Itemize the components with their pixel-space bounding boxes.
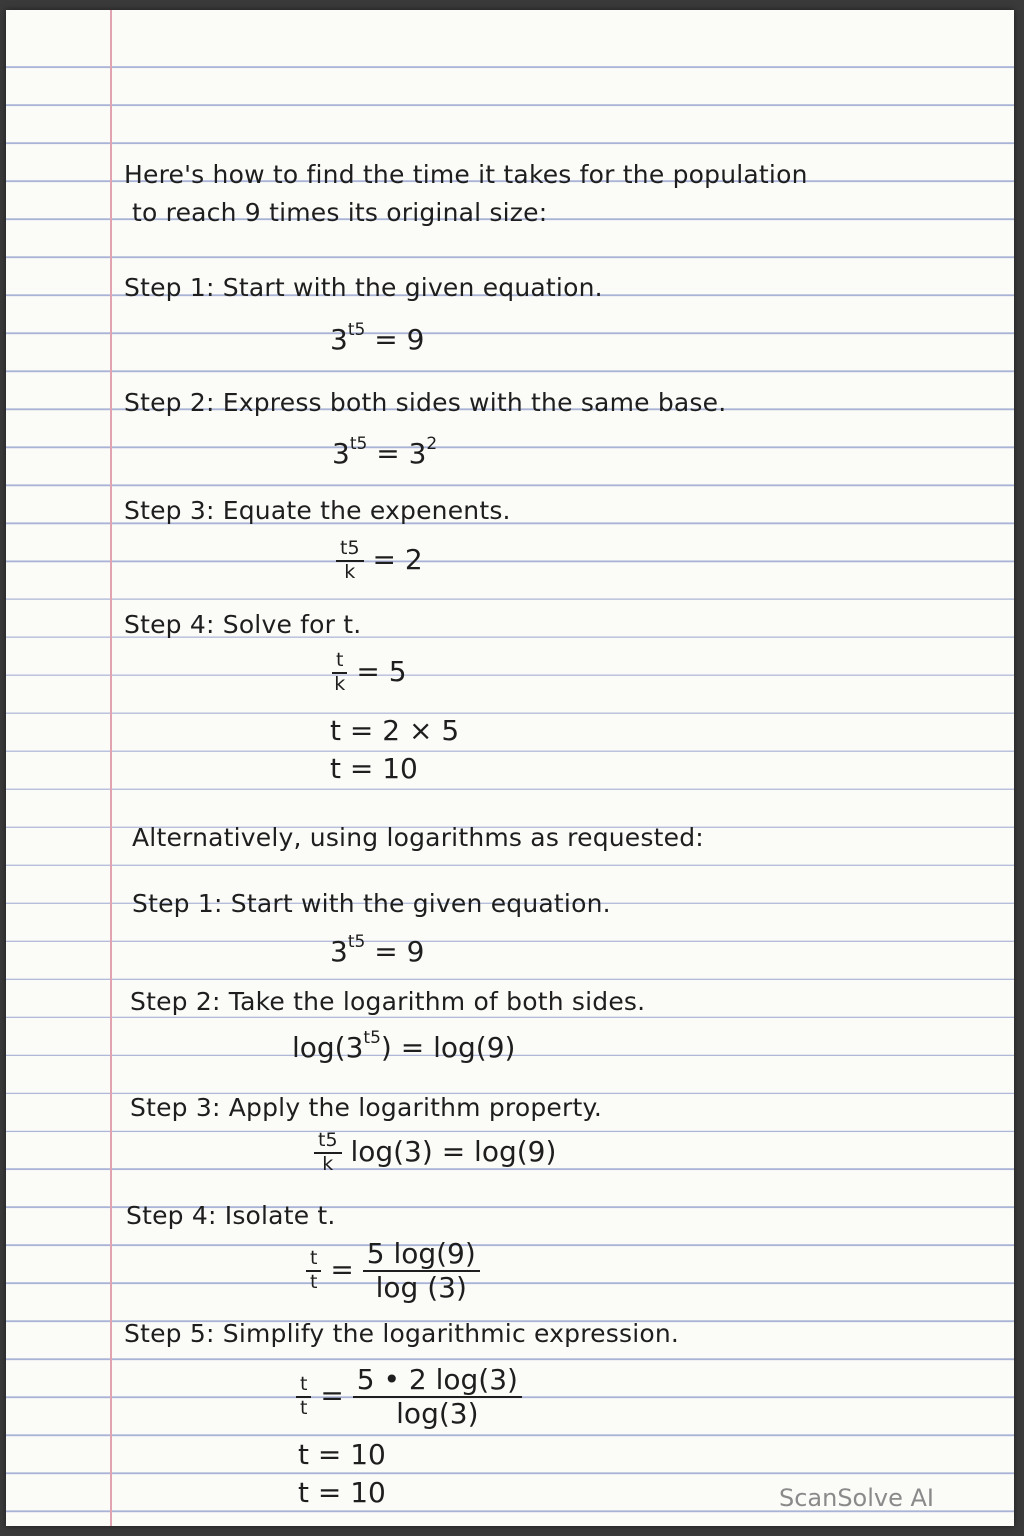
alt-step5-equation — [296, 1364, 522, 1430]
watermark-scansolve: ScanSolve AI — [778, 1484, 934, 1512]
alt-step2-equation — [292, 1028, 515, 1064]
fraction-lhs — [296, 1374, 311, 1420]
eq-lhs-pre: log(3 — [292, 1031, 364, 1064]
step4-line-3: t = 10 — [330, 752, 418, 785]
eq-sign: = — [320, 1379, 344, 1413]
eq-rhs: = log(9) — [400, 1031, 516, 1064]
fraction — [332, 650, 347, 696]
eq-exponent: t5 — [347, 320, 366, 340]
intro-line-2: to reach 9 times its original size: — [132, 198, 548, 227]
eq-rhs: = 2 — [372, 542, 423, 576]
fraction-numerator: t — [296, 1374, 311, 1398]
eq-rhs: = 9 — [374, 323, 425, 356]
fraction-rhs — [353, 1364, 522, 1430]
alt-step5-line-3: t = 10 — [298, 1476, 386, 1509]
fraction-denominator: log (3) — [375, 1271, 467, 1305]
step3-equation — [336, 538, 423, 584]
alt-step3-label: Step 3: Apply the logarithm property. — [130, 1093, 603, 1122]
fraction-numerator: t — [332, 650, 347, 674]
eq-lhs-post: ) — [380, 1031, 392, 1064]
alt-step3-equation — [314, 1130, 556, 1176]
fraction — [314, 1130, 342, 1176]
fraction-denominator: k — [322, 1152, 334, 1175]
alt-heading: Alternatively, using logarithms as requested: — [132, 823, 704, 852]
eq-rhs: = 9 — [374, 935, 425, 968]
fraction-numerator: t — [306, 1248, 321, 1272]
fraction-rhs — [363, 1238, 480, 1304]
fraction-numerator: t5 — [314, 1130, 342, 1154]
fraction-denominator: k — [334, 672, 346, 695]
eq-exponent: t5 — [363, 1028, 381, 1048]
alt-step2-label: Step 2: Take the logarithm of both sides. — [130, 987, 646, 1016]
alt-step5-line-2: t = 10 — [298, 1438, 386, 1471]
alt-step4-label: Step 4: Isolate t. — [126, 1201, 336, 1230]
alt-step1-equation — [330, 932, 424, 968]
fraction-denominator: t — [310, 1271, 318, 1294]
fraction-numerator: t5 — [336, 538, 364, 562]
alt-step1-label: Step 1: Start with the given equation. — [132, 889, 611, 918]
eq-rhs: log(3) = log(9) — [350, 1134, 557, 1168]
step2-label: Step 2: Express both sides with the same base. — [124, 388, 727, 417]
margin-line — [110, 10, 112, 1526]
eq-base: 3 — [330, 935, 348, 968]
step4-line-2: t = 2 × 5 — [330, 714, 460, 747]
step1-equation — [330, 320, 424, 356]
eq-rhs: = 5 — [356, 654, 407, 688]
fraction-denominator: log(3) — [396, 1397, 479, 1431]
eq-base: 3 — [332, 437, 350, 470]
step3-label: Step 3: Equate the expenents. — [124, 496, 511, 525]
fraction-denominator: t — [300, 1397, 308, 1420]
fraction-numerator: 5 log(9) — [363, 1238, 480, 1272]
alt-step5-label: Step 5: Simplify the logarithmic expression. — [124, 1319, 680, 1348]
intro-line-1: Here's how to find the time it takes for the population — [124, 160, 808, 189]
eq-base: 3 — [330, 323, 348, 356]
fraction-lhs — [306, 1248, 321, 1294]
alt-step4-equation — [306, 1238, 480, 1304]
step1-label: Step 1: Start with the given equation. — [124, 273, 603, 302]
eq-exponent: t5 — [349, 434, 368, 454]
fraction — [336, 538, 364, 584]
eq-exponent-2: 2 — [426, 434, 438, 454]
fraction-numerator: 5 • 2 log(3) — [353, 1364, 522, 1398]
step4-equation — [332, 650, 407, 696]
notebook-paper — [6, 10, 1014, 1526]
eq-exponent: t5 — [347, 932, 366, 952]
eq-mid: = 3 — [376, 437, 427, 470]
step4-label: Step 4: Solve for t. — [124, 610, 362, 639]
fraction-denominator: k — [344, 560, 356, 583]
eq-sign: = — [330, 1253, 354, 1287]
step2-equation — [332, 434, 437, 470]
